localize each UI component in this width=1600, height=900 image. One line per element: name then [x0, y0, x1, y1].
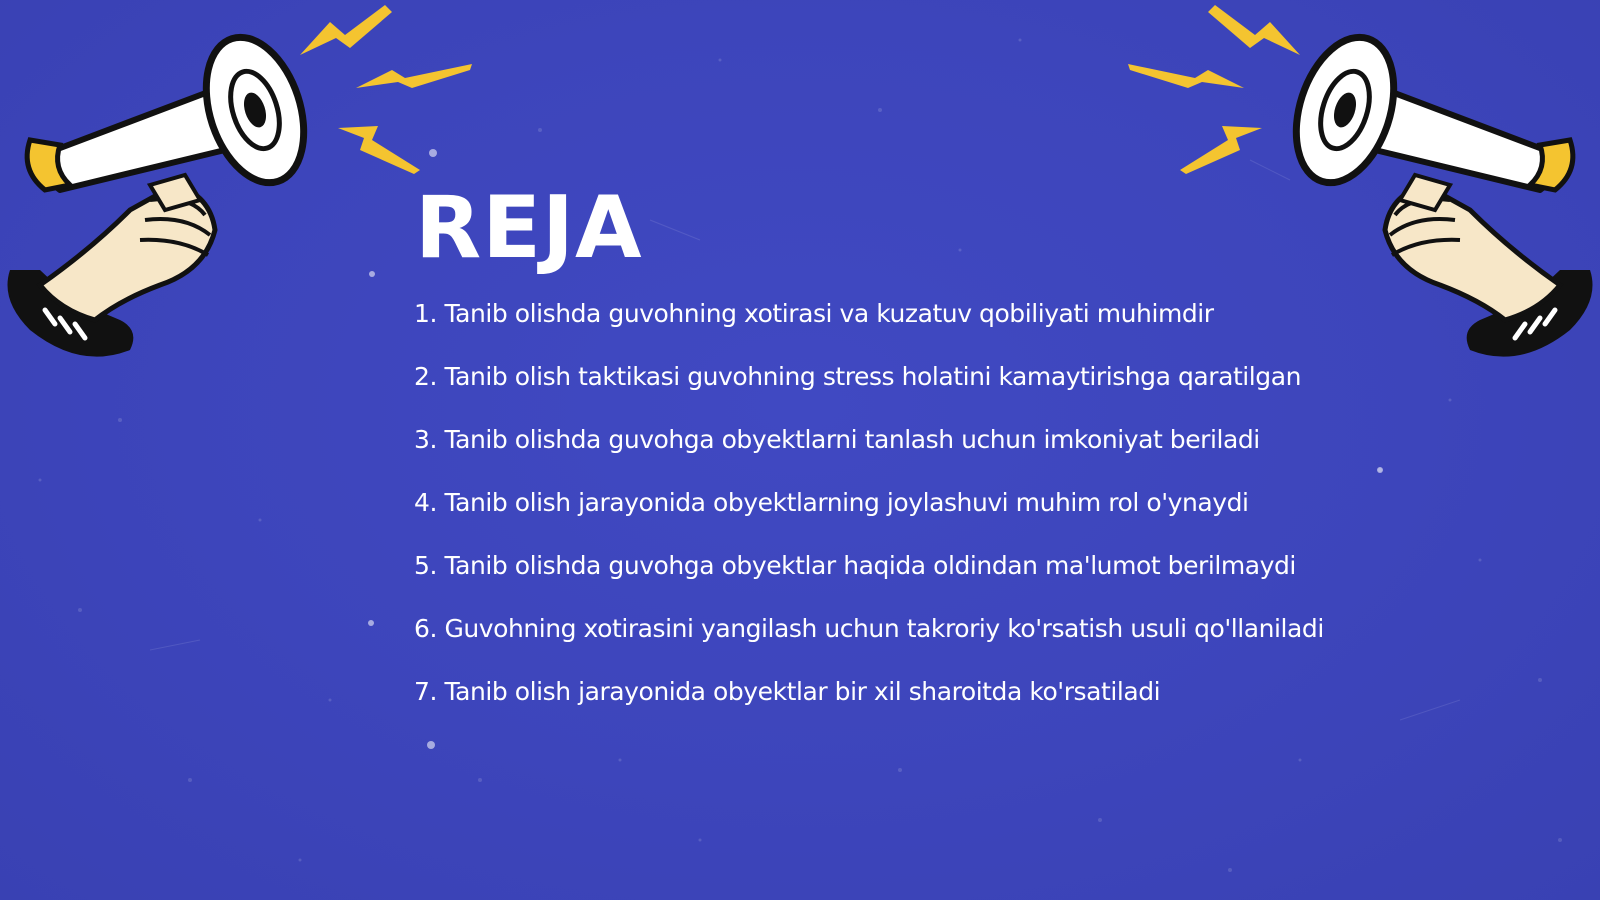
list-item: 1. Tanib olishda guvohning xotirasi va kuzatuv qobiliyati muhimdir	[414, 299, 1214, 328]
list-item: 4. Tanib olish jarayonida obyektlarning joylashuvi muhim rol o'ynaydi	[414, 488, 1249, 517]
lightning-bolt-icon	[300, 5, 392, 55]
list-item: 5. Tanib olishda guvohga obyektlar haqida oldindan ma'lumot berilmaydi	[414, 551, 1296, 580]
lightning-bolt-icon	[338, 126, 420, 174]
list-item: 3. Tanib olishda guvohga obyektlarni tanlash uchun imkoniyat beriladi	[414, 425, 1260, 454]
list-item: 2. Tanib olish taktikasi guvohning stress holatini kamaytirishga qaratilgan	[414, 362, 1301, 391]
list-item: 6. Guvohning xotirasini yangilash uchun takroriy ko'rsatish usuli qo'llaniladi	[414, 614, 1324, 643]
lightning-bolt-icon	[1128, 64, 1244, 88]
lightning-bolt-icon	[356, 64, 472, 88]
lightning-bolt-icon	[1208, 5, 1300, 55]
plan-list	[414, 294, 1324, 735]
megaphone-with-hand-icon	[0, 0, 480, 370]
lightning-bolt-icon	[1180, 126, 1262, 174]
slide-title: REJA	[415, 178, 643, 278]
list-item: 7. Tanib olish jarayonida obyektlar bir xil sharoitda ko'rsatiladi	[414, 677, 1161, 706]
